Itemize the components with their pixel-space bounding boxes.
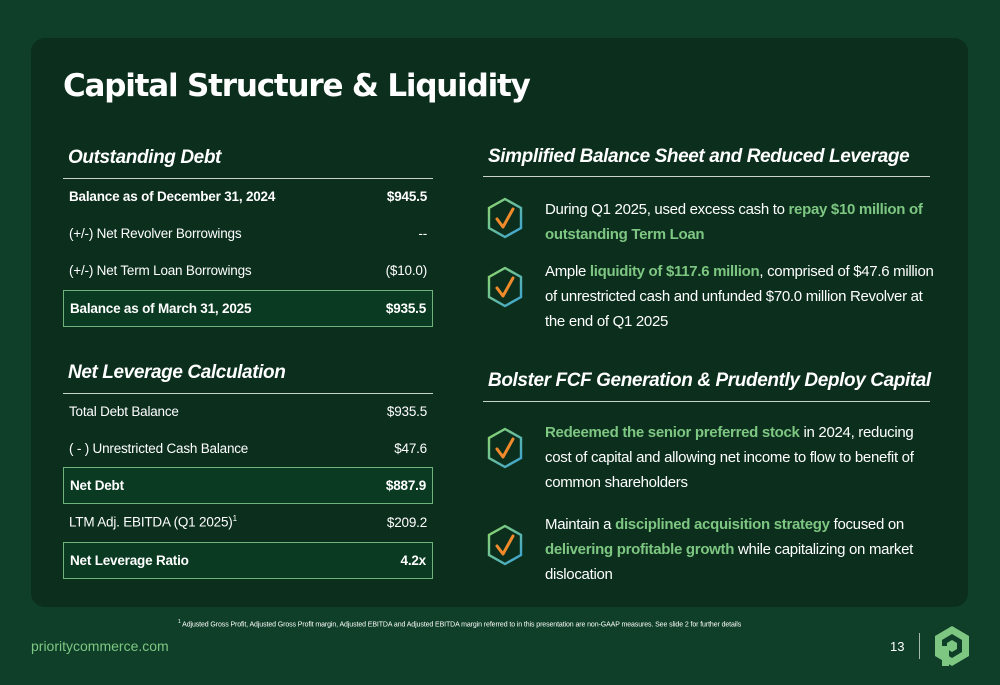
bullet-text: while capitalizing on market dislocation — [545, 541, 914, 583]
table-row — [63, 179, 433, 213]
priority-logo-icon — [933, 624, 971, 668]
check-hexagon-icon — [487, 266, 523, 308]
website-link[interactable]: prioritycommerce.com — [31, 638, 169, 654]
fcf-rule — [483, 401, 930, 402]
row-value: -- — [418, 225, 427, 241]
row-label: (+/-) Net Revolver Borrowings — [69, 225, 242, 241]
row-value: $935.5 — [386, 403, 427, 419]
row-label: Balance as of March 31, 2025 — [70, 301, 252, 316]
footnote-marker: 1 — [232, 514, 237, 524]
table-row — [63, 505, 433, 539]
net-leverage-heading: Net Leverage Calculation — [68, 362, 286, 383]
row-label: Total Debt Balance — [69, 403, 179, 419]
row-label — [69, 514, 237, 530]
table-row — [63, 253, 433, 287]
row-label: (+/-) Net Term Loan Borrowings — [69, 262, 252, 278]
bullet-highlight: Redeemed the senior preferred stock — [545, 424, 800, 441]
bullet-text: Ample — [545, 263, 590, 280]
fcf-heading: Bolster FCF Generation & Prudently Deploy Capital — [488, 370, 931, 391]
fcf-bullet-2 — [545, 512, 935, 587]
row-value: $935.5 — [385, 301, 426, 316]
bullet-text: , comprised of $47.6 million of unrestricted cash and unfunded $70.0 million Revolver at the end of Q1 2025 — [545, 263, 934, 330]
row-value: $887.9 — [385, 478, 426, 493]
footnote-text: Adjusted Gross Profit, Adjusted Gross Profit margin, Adjusted EBITDA and Adjusted EBITDA margin referred to in this presentation are non-GAAP measures. See slide 2 for further details — [180, 621, 742, 629]
row-value: 4.2x — [400, 553, 426, 568]
row-label: Net Debt — [70, 478, 124, 493]
row-label-text: LTM Adj. EBITDA (Q1 2025) — [69, 514, 233, 530]
table-row — [63, 394, 433, 428]
footnote — [178, 619, 741, 628]
bullet-text: focused on — [829, 516, 904, 533]
page-title: Capital Structure & Liquidity — [63, 68, 530, 104]
balance-sheet-bullet-1 — [545, 197, 935, 247]
bullet-text: in 2024, reducing cost of capital and allowing net income to flow to benefit of common shareholders — [545, 424, 914, 491]
fcf-bullet-1 — [545, 420, 935, 495]
row-value: $209.2 — [386, 514, 427, 530]
balance-sheet-rule — [483, 176, 930, 177]
row-label: Balance as of December 31, 2024 — [69, 188, 276, 204]
row-label: Net Leverage Ratio — [70, 553, 189, 568]
row-value: $47.6 — [394, 440, 427, 456]
footer-divider — [919, 633, 920, 659]
bullet-text: During Q1 2025, used excess cash to — [545, 201, 789, 218]
page-number: 13 — [890, 639, 905, 654]
table-row — [63, 216, 433, 250]
table-row-highlight — [63, 290, 433, 327]
bullet-highlight: repay $10 million of outstanding Term Loan — [545, 201, 923, 243]
balance-sheet-bullet-2 — [545, 259, 935, 334]
footnote-mark: 1 — [178, 619, 181, 625]
check-hexagon-icon — [487, 524, 523, 566]
row-value: $945.5 — [386, 188, 427, 204]
outstanding-debt-heading: Outstanding Debt — [68, 147, 221, 168]
check-hexagon-icon — [487, 427, 523, 469]
table-row-highlight — [63, 467, 433, 504]
row-label: ( - ) Unrestricted Cash Balance — [69, 440, 249, 456]
check-hexagon-icon — [487, 197, 523, 239]
bullet-highlight: delivering profitable growth — [545, 541, 735, 558]
bullet-highlight: disciplined acquisition strategy — [615, 516, 830, 533]
table-row — [63, 431, 433, 465]
bullet-highlight: liquidity of $117.6 million — [589, 263, 760, 280]
balance-sheet-heading: Simplified Balance Sheet and Reduced Leverage — [488, 146, 910, 167]
table-row-highlight — [63, 542, 433, 579]
bullet-text: Maintain a — [545, 516, 616, 533]
row-value: ($10.0) — [385, 262, 427, 278]
